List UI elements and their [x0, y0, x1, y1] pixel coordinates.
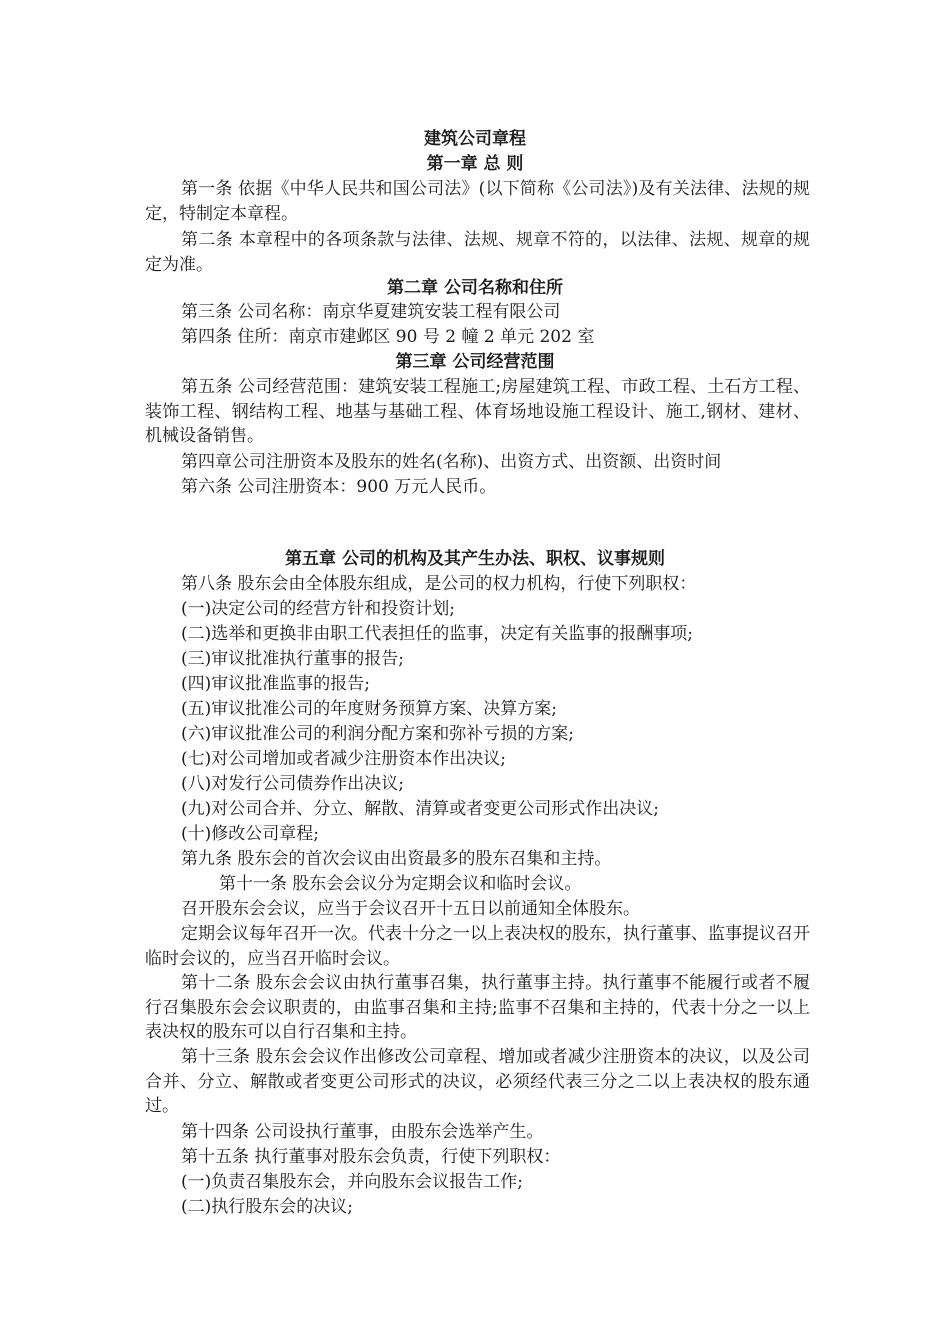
article-2: 第二条 本章程中的各项条款与法律、法规、规章不符的，以法律、法规、规章的规定为准。: [145, 230, 810, 275]
article-4: 第四条 住所：南京市建邺区 90 号 2 幢 2 单元 202 室: [181, 327, 595, 347]
list-item: (十)修改公司章程;: [181, 824, 319, 844]
list-item: (七)对公司增加或者减少注册资本作出决议;: [181, 749, 506, 769]
chapter-4-heading: 第四章公司注册资本及股东的姓名(名称)、出资方式、出资额、出资时间: [181, 452, 722, 472]
chapter-2-heading: 第二章 公司名称和住所: [387, 278, 563, 298]
chapter-1-heading: 第一章 总 则: [426, 154, 524, 174]
list-item: (四)审议批准监事的报告;: [181, 674, 370, 694]
list-item: (二)选举和更换非由职工代表担任的监事，决定有关监事的报酬事项;: [181, 624, 693, 644]
article-14: 第十四条 公司设执行董事，由股东会选举产生。: [181, 1122, 544, 1142]
list-item: (五)审议批准公司的年度财务预算方案、决算方案;: [181, 699, 557, 719]
chapter-3-heading: 第三章 公司经营范围: [395, 352, 555, 372]
article-5: 第五条 公司经营范围：建筑安装工程施工;房屋建筑工程、市政工程、土石方工程、装饰工程、钢结构工程、地基与基础工程、体育场地设施工程设计、施工,钢材、建材、机械设备销售。: [145, 377, 810, 446]
article-12: 第十二条 股东会会议由执行董事召集，执行董事主持。执行董事不能履行或者不履行召集股东会会议职责的，由监事召集和主持;监事不召集和主持的，代表十分之一以上表决权的股东可以自行召集和主持。: [145, 973, 810, 1042]
article-6: 第六条 公司注册资本：900 万元人民币。: [181, 477, 497, 497]
list-item: (一)负责召集股东会，并向股东会议报告工作;: [181, 1172, 523, 1192]
list-item: (一)决定公司的经营方针和投资计划;: [181, 599, 455, 619]
list-item: (九)对公司合并、分立、解散、清算或者变更公司形式作出决议;: [181, 799, 659, 819]
article-8: 第八条 股东会由全体股东组成，是公司的权力机构，行使下列职权：: [181, 574, 697, 594]
document-title: 建筑公司章程: [424, 129, 526, 149]
meeting-notice: 召开股东会会议，应当于会议召开十五日以前通知全体股东。: [181, 899, 640, 919]
list-item: (二)执行股东会的决议;: [181, 1197, 353, 1217]
regular-meeting-paragraph: 定期会议每年召开一次。代表十分之一以上表决权的股东，执行董事、监事提议召开临时会议的，应当召开临时会议。: [145, 924, 810, 969]
article-13: 第十三条 股东会会议作出修改公司章程、增加或者减少注册资本的决议，以及公司合并、分立、解散或者变更公司形式的决议，必须经代表三分之二以上表决权的股东通过。: [145, 1047, 810, 1116]
article-1: 第一条 依据《中华人民共和国公司法》(以下简称《公司法》)及有关法律、法规的规定，特制定本章程。: [145, 179, 810, 224]
article-15: 第十五条 执行董事对股东会负责，行使下列职权：: [181, 1147, 561, 1167]
list-item: (八)对发行公司债券作出决议;: [181, 774, 404, 794]
article-3: 第三条 公司名称：南京华夏建筑安装工程有限公司: [181, 302, 561, 322]
list-item: (三)审议批准执行董事的报告;: [181, 649, 404, 669]
list-item: (六)审议批准公司的利润分配方案和弥补亏损的方案;: [181, 724, 574, 744]
article-11: 第十一条 股东会会议分为定期会议和临时会议。: [219, 874, 582, 894]
article-9: 第九条 股东会的首次会议由出资最多的股东召集和主持。: [181, 849, 612, 869]
chapter-5-heading: 第五章 公司的机构及其产生办法、职权、议事规则: [285, 549, 665, 569]
